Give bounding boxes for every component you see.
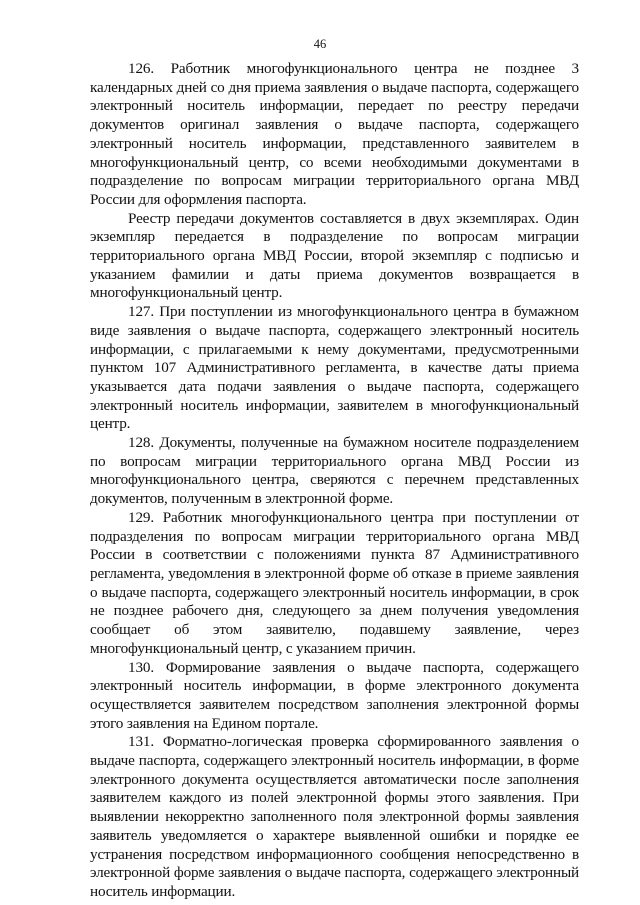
paragraph-131: 131. Форматно-логическая проверка сформированного заявления о выдаче паспорта, содержащего электронный носитель информации, в форме электронного документа осуществляется автоматически после заполнения заявителем каждого из полей электронной формы этого заявления. При выявлении некорректно заполненного поля электронной формы заявления заявитель уведомляется о характере выявленной ошибки и порядке ее устранения посредством информационного сообщения непосредственно в электронной форме заявления о выдаче паспорта, содержащего электронный носитель информации. — [90, 733, 579, 900]
paragraph-registry: Реестр передачи документов составляется в двух экземплярах. Один экземпляр передается в подразделение по вопросам миграции территориального органа МВД России, второй экземпляр с подписью и указанием фамилии и даты приема документов возвращается в многофункциональный центр. — [90, 209, 579, 302]
paragraph-127: 127. При поступлении из многофункционального центра в бумажном виде заявления о выдаче паспорта, содержащего электронный носитель информации, с прилагаемыми к нему документами, предусмотренными пунктом 107 Административного регламента, в качестве даты приема указывается дата подачи заявления о выдаче паспорта, содержащего электронный носитель информации, заявителем в многофункциональный центр. — [90, 303, 579, 433]
paragraph-128: 128. Документы, полученные на бумажном носителе подразделением по вопросам миграции территориального органа МВД России из многофункционального центра, сверяются с перечнем представленных документов, полученным в электронной форме. — [90, 434, 579, 508]
paragraph-126: 126. Работник многофункционального центра не позднее 3 календарных дней со дня приема заявления о выдаче паспорта, содержащего электронный носитель информации, передает по реестру передачи документов оригинал заявления о выдаче паспорта, содержащего электронный носитель информации, представленного заявителем в многофункциональный центр, со всеми необходимыми документами в подразделение по вопросам миграции территориального органа МВД России для оформления паспорта. — [90, 60, 579, 208]
document-body — [90, 60, 579, 902]
page-number: 46 — [313, 37, 327, 51]
paragraph-130: 130. Формирование заявления о выдаче паспорта, содержащего электронный носитель информации, в форме электронного документа осуществляется заявителем посредством заполнения электронной формы этого заявления на Едином портале. — [90, 658, 579, 732]
paragraph-129: 129. Работник многофункционального центра при поступлении от подразделения по вопросам миграции территориального органа МВД России в соответствии с положениями пункта 87 Административного регламента, уведомления в электронной форме об отказе в приеме заявления о выдаче паспорта, содержащего электронный носитель информации, в срок не позднее рабочего дня, следующего за днем получения уведомления сообщает об этом заявителю, подавшему заявление, через многофункциональный центр, с указанием причин. — [90, 508, 579, 657]
